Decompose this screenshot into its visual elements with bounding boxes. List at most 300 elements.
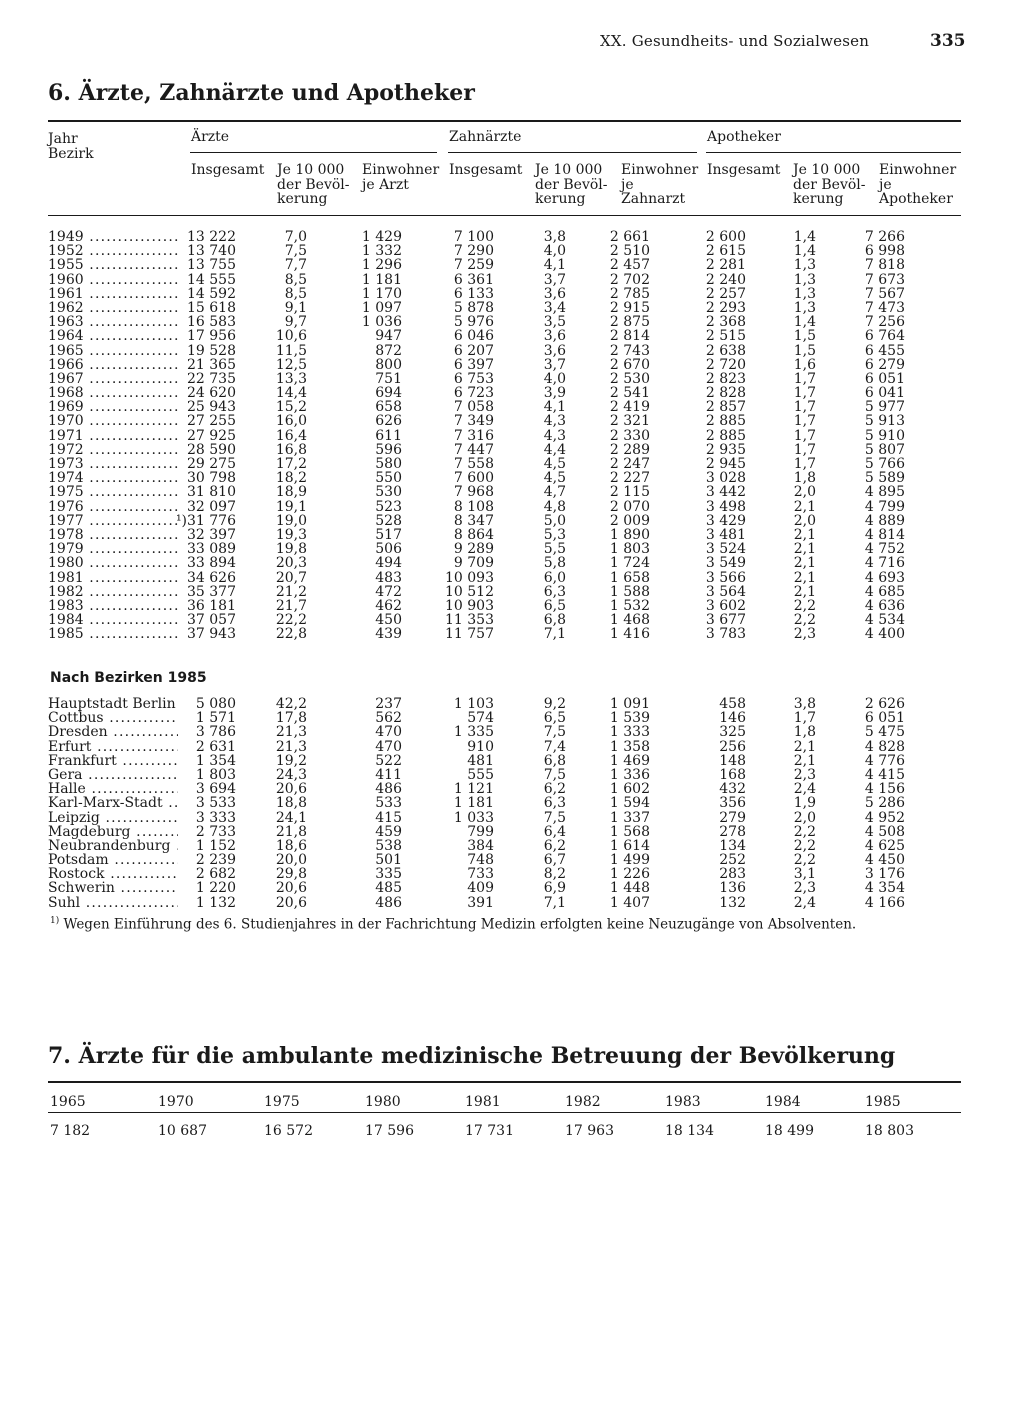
cell-insgesamt-aerzte: 27 925 <box>187 427 236 444</box>
cell-je10000-zahn: 4,0 <box>543 370 566 387</box>
cell-insgesamt-apo: 2 240 <box>705 271 746 288</box>
year-label: 1981 ..... <box>48 571 178 585</box>
cell-einwohner-apo: 4 508 <box>864 823 905 840</box>
cell-je10000-apo: 1,3 <box>793 285 816 302</box>
cell-insgesamt-apo: 132 <box>719 894 746 911</box>
year-label: 1977 ..... <box>48 514 178 528</box>
cell-insgesamt-zahn: 574 <box>467 710 494 727</box>
cell-einwohner-aerzte: 459 <box>375 823 402 840</box>
cell-insgesamt-apo: 2 885 <box>705 413 746 430</box>
cell-insgesamt-zahn: 8 108 <box>453 498 494 515</box>
cell-insgesamt-aerzte: 13 755 <box>187 257 236 274</box>
cell-insgesamt-zahn: 6 723 <box>453 385 494 402</box>
cell-einwohner-apo: 6 998 <box>864 243 905 260</box>
cell-einwohner-zahn: 1 336 <box>609 766 650 783</box>
cell-einwohner-aerzte: 335 <box>375 866 402 883</box>
cell-insgesamt-zahn: 10 903 <box>445 597 494 614</box>
cell-insgesamt-zahn: 391 <box>467 894 494 911</box>
running-title: XX. Gesundheits- und Sozialwesen <box>600 32 870 50</box>
cell-insgesamt-zahn: 6 133 <box>453 285 494 302</box>
bezirk-row <box>48 881 961 895</box>
cell-einwohner-apo: 2 626 <box>864 696 905 712</box>
cell-einwohner-zahn: 1 333 <box>609 724 650 741</box>
year-label: 1961 ..... <box>48 287 178 301</box>
bezirk-row <box>48 740 961 754</box>
cell-einwohner-aerzte: 237 <box>375 696 402 712</box>
year-row <box>48 315 961 329</box>
table6-bezirke-body <box>48 697 961 910</box>
cell-insgesamt-aerzte: 1 220 <box>195 880 236 897</box>
year-row <box>48 443 961 457</box>
year-label: 1983 ..... <box>48 599 178 613</box>
cell-je10000-aerzte: 22,8 <box>275 626 307 643</box>
cell-je10000-aerzte: 7,0 <box>284 229 307 245</box>
cell-insgesamt-aerzte: 17 956 <box>187 328 236 345</box>
cell-einwohner-zahn: 2 785 <box>609 285 650 302</box>
table7-year: 1984 <box>765 1094 801 1110</box>
cell-einwohner-aerzte: 1 170 <box>361 285 402 302</box>
cell-einwohner-zahn: 2 070 <box>609 498 650 515</box>
cell-je10000-aerzte: 8,5 <box>284 285 307 302</box>
cell-einwohner-aerzte: 626 <box>375 413 402 430</box>
cell-einwohner-zahn: 2 330 <box>609 427 650 444</box>
bezirk-label: Schwerin ..... <box>48 881 178 895</box>
cell-insgesamt-aerzte: 1 354 <box>195 752 236 769</box>
cell-einwohner-zahn: 2 247 <box>609 456 650 472</box>
cell-einwohner-zahn: 1 724 <box>609 555 650 572</box>
cell-einwohner-aerzte: 485 <box>375 880 402 897</box>
cell-einwohner-aerzte: 550 <box>375 470 402 487</box>
cell-je10000-apo: 1,7 <box>793 385 816 402</box>
year-row <box>48 414 961 428</box>
cell-einwohner-aerzte: 411 <box>375 766 402 783</box>
cell-je10000-aerzte: 16,0 <box>275 413 307 430</box>
cell-je10000-aerzte: 22,2 <box>275 612 307 629</box>
cell-einwohner-aerzte: 486 <box>375 894 402 911</box>
year-row <box>48 613 961 627</box>
cell-je10000-apo: 1,7 <box>793 456 816 472</box>
cell-je10000-apo: 2,1 <box>793 498 816 515</box>
cell-insgesamt-zahn: 7 100 <box>453 229 494 245</box>
cell-je10000-apo: 2,0 <box>793 512 816 529</box>
cell-einwohner-zahn: 2 115 <box>609 484 650 501</box>
cell-einwohner-zahn: 2 875 <box>609 314 650 331</box>
cell-insgesamt-apo: 3 602 <box>705 597 746 614</box>
cell-einwohner-aerzte: 517 <box>375 526 402 543</box>
cell-insgesamt-apo: 278 <box>719 823 746 840</box>
year-row <box>48 542 961 556</box>
cell-einwohner-apo: 4 415 <box>864 766 905 783</box>
cell-einwohner-aerzte: 483 <box>375 569 402 586</box>
cell-insgesamt-apo: 458 <box>719 696 746 712</box>
cell-insgesamt-zahn: 9 709 <box>453 555 494 572</box>
cell-je10000-aerzte: 16,8 <box>275 441 307 458</box>
cell-je10000-aerzte: 24,3 <box>275 766 307 783</box>
cell-je10000-zahn: 5,5 <box>543 541 566 558</box>
cell-je10000-apo: 1,4 <box>793 229 816 245</box>
cell-je10000-aerzte: 9,1 <box>284 299 307 316</box>
group-header-zahnaerzte: Zahnärzte <box>449 129 522 145</box>
cell-insgesamt-apo: 3 564 <box>705 583 746 600</box>
cell-insgesamt-aerzte: 36 181 <box>187 597 236 614</box>
cell-je10000-aerzte: 9,7 <box>284 314 307 331</box>
cell-insgesamt-zahn: 7 968 <box>453 484 494 501</box>
cell-je10000-zahn: 6,9 <box>543 880 566 897</box>
bezirk-label: Karl-Marx-Stadt ..... <box>48 796 178 810</box>
bezirk-label: Halle ..... <box>48 782 178 796</box>
cell-einwohner-aerzte: 800 <box>375 356 402 373</box>
cell-insgesamt-zahn: 7 290 <box>453 243 494 260</box>
cell-einwohner-zahn: 1 416 <box>609 626 650 643</box>
cell-einwohner-aerzte: 562 <box>375 710 402 727</box>
cell-insgesamt-aerzte: 29 275 <box>187 456 236 472</box>
cell-je10000-apo: 2,1 <box>793 569 816 586</box>
cell-je10000-aerzte: 8,5 <box>284 271 307 288</box>
cell-je10000-apo: 2,2 <box>793 597 816 614</box>
table7-top-rule <box>48 1081 961 1083</box>
year-label: 1960 ..... <box>48 273 178 287</box>
cell-einwohner-zahn: 2 661 <box>609 229 650 245</box>
cell-je10000-apo: 1,4 <box>793 314 816 331</box>
cell-insgesamt-zahn: 6 361 <box>453 271 494 288</box>
cell-insgesamt-zahn: 748 <box>467 852 494 869</box>
cell-je10000-zahn: 3,9 <box>543 385 566 402</box>
cell-einwohner-aerzte: 1 036 <box>361 314 402 331</box>
cell-je10000-aerzte: 18,2 <box>275 470 307 487</box>
cell-insgesamt-aerzte: 33 894 <box>187 555 236 572</box>
bezirk-label: Suhl ..... <box>48 896 178 910</box>
group-header-aerzte: Ärzte <box>191 129 230 145</box>
year-label: 1974 ..... <box>48 471 178 485</box>
cell-je10000-zahn: 4,3 <box>543 427 566 444</box>
cell-einwohner-aerzte: 506 <box>375 541 402 558</box>
cell-je10000-apo: 1,7 <box>793 441 816 458</box>
cell-insgesamt-aerzte: 1 571 <box>195 710 236 727</box>
cell-insgesamt-aerzte: 34 626 <box>187 569 236 586</box>
cell-insgesamt-apo: 3 549 <box>705 555 746 572</box>
cell-je10000-zahn: 9,2 <box>543 696 566 712</box>
year-row <box>48 258 961 272</box>
cell-einwohner-zahn: 2 814 <box>609 328 650 345</box>
cell-insgesamt-zahn: 6 397 <box>453 356 494 373</box>
cell-je10000-aerzte: 20,3 <box>275 555 307 572</box>
cell-insgesamt-zahn: 10 512 <box>445 583 494 600</box>
table7-mid-rule <box>48 1112 961 1113</box>
year-row <box>48 571 961 585</box>
cell-je10000-aerzte: 14,4 <box>275 385 307 402</box>
cell-je10000-apo: 2,1 <box>793 555 816 572</box>
year-label: 1964 ..... <box>48 329 178 343</box>
cell-insgesamt-zahn: 5 976 <box>453 314 494 331</box>
cell-je10000-zahn: 7,4 <box>543 738 566 755</box>
cell-insgesamt-apo: 3 566 <box>705 569 746 586</box>
year-row <box>48 528 961 542</box>
cell-je10000-apo: 3,8 <box>793 696 816 712</box>
cell-je10000-zahn: 7,5 <box>543 766 566 783</box>
group-rule-apotheker <box>706 152 961 153</box>
bezirk-label: Magdeburg ..... <box>48 825 178 839</box>
group-header-apotheker: Apotheker <box>707 129 781 145</box>
bezirk-row <box>48 867 961 881</box>
cell-insgesamt-zahn: 7 600 <box>453 470 494 487</box>
cell-insgesamt-zahn: 7 558 <box>453 456 494 472</box>
cell-einwohner-apo: 6 279 <box>864 356 905 373</box>
cell-je10000-apo: 2,2 <box>793 823 816 840</box>
cell-einwohner-aerzte: 522 <box>375 752 402 769</box>
cell-je10000-zahn: 5,0 <box>543 512 566 529</box>
cell-einwohner-zahn: 1 468 <box>609 612 650 629</box>
cell-je10000-zahn: 3,6 <box>543 342 566 359</box>
cell-insgesamt-zahn: 7 447 <box>453 441 494 458</box>
cell-insgesamt-aerzte: 13 740 <box>187 243 236 260</box>
cell-einwohner-apo: 4 156 <box>864 781 905 798</box>
page-number: 335 <box>930 31 966 51</box>
cell-einwohner-apo: 7 473 <box>864 299 905 316</box>
cell-insgesamt-apo: 3 429 <box>705 512 746 529</box>
cell-insgesamt-zahn: 8 347 <box>453 512 494 529</box>
subheader-aerzte-je10000: Je 10 000 der Bevöl- kerung <box>277 162 350 207</box>
cell-je10000-aerzte: 19,0 <box>275 512 307 529</box>
cell-einwohner-zahn: 1 407 <box>609 894 650 911</box>
cell-einwohner-aerzte: 415 <box>375 809 402 826</box>
bezirk-label: Dresden ..... <box>48 725 178 739</box>
cell-je10000-zahn: 6,3 <box>543 795 566 812</box>
cell-insgesamt-apo: 168 <box>719 766 746 783</box>
table7-value: 17 963 <box>565 1123 614 1139</box>
cell-insgesamt-aerzte: ¹)31 776 <box>175 512 236 529</box>
cell-einwohner-zahn: 2 227 <box>609 470 650 487</box>
cell-einwohner-zahn: 1 658 <box>609 569 650 586</box>
cell-einwohner-apo: 4 752 <box>864 541 905 558</box>
table7-value: 7 182 <box>50 1123 91 1139</box>
cell-insgesamt-apo: 252 <box>719 852 746 869</box>
cell-einwohner-aerzte: 1 429 <box>361 229 402 245</box>
cell-insgesamt-zahn: 1 103 <box>453 696 494 712</box>
cell-insgesamt-apo: 432 <box>719 781 746 798</box>
cell-je10000-zahn: 3,6 <box>543 328 566 345</box>
cell-je10000-aerzte: 42,2 <box>275 696 307 712</box>
cell-je10000-zahn: 6,2 <box>543 781 566 798</box>
cell-einwohner-apo: 4 799 <box>864 498 905 515</box>
cell-einwohner-zahn: 2 915 <box>609 299 650 316</box>
cell-je10000-apo: 1,3 <box>793 299 816 316</box>
cell-insgesamt-aerzte: 3 694 <box>195 781 236 798</box>
year-label: 1965 ..... <box>48 344 178 358</box>
bezirk-label: Frankfurt ..... <box>48 754 178 768</box>
cell-insgesamt-aerzte: 22 735 <box>187 370 236 387</box>
cell-einwohner-zahn: 1 091 <box>609 696 650 712</box>
cell-einwohner-apo: 5 977 <box>864 399 905 416</box>
cell-insgesamt-zahn: 11 757 <box>445 626 494 643</box>
subheader-zahn-einwohner: Einwohner je Zahnarzt <box>621 162 699 207</box>
cell-je10000-aerzte: 11,5 <box>275 342 307 359</box>
cell-insgesamt-apo: 2 828 <box>705 385 746 402</box>
year-row <box>48 344 961 358</box>
cell-je10000-zahn: 4,8 <box>543 498 566 515</box>
cell-einwohner-aerzte: 462 <box>375 597 402 614</box>
cell-insgesamt-aerzte: 37 943 <box>187 626 236 643</box>
cell-einwohner-aerzte: 596 <box>375 441 402 458</box>
cell-je10000-apo: 1,7 <box>793 399 816 416</box>
cell-einwohner-apo: 6 051 <box>864 370 905 387</box>
cell-einwohner-apo: 4 166 <box>864 894 905 911</box>
cell-einwohner-apo: 4 693 <box>864 569 905 586</box>
cell-insgesamt-zahn: 384 <box>467 837 494 854</box>
cell-insgesamt-apo: 2 615 <box>705 243 746 260</box>
cell-je10000-aerzte: 7,7 <box>284 257 307 274</box>
year-label: 1982 ..... <box>48 585 178 599</box>
cell-je10000-apo: 3,1 <box>793 866 816 883</box>
cell-insgesamt-aerzte: 37 057 <box>187 612 236 629</box>
cell-je10000-apo: 1,7 <box>793 370 816 387</box>
cell-je10000-zahn: 6,3 <box>543 583 566 600</box>
cell-einwohner-aerzte: 580 <box>375 456 402 472</box>
cell-insgesamt-apo: 325 <box>719 724 746 741</box>
year-label: 1955 ..... <box>48 258 178 272</box>
bezirk-row <box>48 896 961 910</box>
cell-insgesamt-aerzte: 16 583 <box>187 314 236 331</box>
cell-einwohner-aerzte: 1 097 <box>361 299 402 316</box>
cell-einwohner-aerzte: 658 <box>375 399 402 416</box>
cell-einwohner-apo: 4 636 <box>864 597 905 614</box>
bezirk-row <box>48 811 961 825</box>
cell-insgesamt-apo: 146 <box>719 710 746 727</box>
year-row <box>48 301 961 315</box>
cell-je10000-aerzte: 20,7 <box>275 569 307 586</box>
cell-insgesamt-aerzte: 32 097 <box>187 498 236 515</box>
cell-je10000-aerzte: 24,1 <box>275 809 307 826</box>
cell-einwohner-apo: 4 776 <box>864 752 905 769</box>
bezirk-row <box>48 853 961 867</box>
cell-insgesamt-zahn: 11 353 <box>445 612 494 629</box>
cell-insgesamt-zahn: 7 349 <box>453 413 494 430</box>
cell-je10000-apo: 1,8 <box>793 724 816 741</box>
cell-insgesamt-aerzte: 35 377 <box>187 583 236 600</box>
cell-je10000-apo: 1,7 <box>793 427 816 444</box>
cell-einwohner-zahn: 2 009 <box>609 512 650 529</box>
year-label: 1984 ..... <box>48 613 178 627</box>
cell-einwohner-apo: 4 354 <box>864 880 905 897</box>
cell-je10000-aerzte: 21,3 <box>275 738 307 755</box>
table6-title: 6. Ärzte, Zahnärzte und Apotheker <box>48 80 475 106</box>
year-label: 1969 ..... <box>48 400 178 414</box>
cell-je10000-zahn: 6,5 <box>543 710 566 727</box>
cell-insgesamt-aerzte: 3 533 <box>195 795 236 812</box>
cell-insgesamt-zahn: 910 <box>467 738 494 755</box>
year-row <box>48 429 961 443</box>
bezirk-row <box>48 768 961 782</box>
cell-insgesamt-apo: 356 <box>719 795 746 812</box>
cell-einwohner-apo: 5 475 <box>864 724 905 741</box>
cell-insgesamt-apo: 2 823 <box>705 370 746 387</box>
cell-je10000-aerzte: 21,2 <box>275 583 307 600</box>
cell-insgesamt-zahn: 5 878 <box>453 299 494 316</box>
cell-insgesamt-zahn: 8 864 <box>453 526 494 543</box>
cell-insgesamt-apo: 2 945 <box>705 456 746 472</box>
cell-einwohner-aerzte: 470 <box>375 738 402 755</box>
cell-je10000-apo: 2,3 <box>793 626 816 643</box>
bezirk-row <box>48 782 961 796</box>
cell-einwohner-apo: 4 952 <box>864 809 905 826</box>
cell-je10000-apo: 2,0 <box>793 809 816 826</box>
cell-einwohner-zahn: 1 358 <box>609 738 650 755</box>
cell-je10000-apo: 1,7 <box>793 413 816 430</box>
cell-je10000-zahn: 7,1 <box>543 894 566 911</box>
cell-je10000-zahn: 4,0 <box>543 243 566 260</box>
cell-insgesamt-apo: 3 498 <box>705 498 746 515</box>
cell-insgesamt-zahn: 1 181 <box>453 795 494 812</box>
cell-je10000-zahn: 6,0 <box>543 569 566 586</box>
year-label: 1966 ..... <box>48 358 178 372</box>
cell-insgesamt-aerzte: 30 798 <box>187 470 236 487</box>
cell-einwohner-aerzte: 530 <box>375 484 402 501</box>
cell-insgesamt-aerzte: 24 620 <box>187 385 236 402</box>
cell-je10000-aerzte: 18,6 <box>275 837 307 854</box>
cell-je10000-apo: 1,8 <box>793 470 816 487</box>
cell-je10000-aerzte: 21,7 <box>275 597 307 614</box>
cell-einwohner-aerzte: 528 <box>375 512 402 529</box>
table7-value: 10 687 <box>158 1123 207 1139</box>
year-row <box>48 556 961 570</box>
cell-einwohner-apo: 3 176 <box>864 866 905 883</box>
bezirk-row <box>48 754 961 768</box>
cell-je10000-aerzte: 19,1 <box>275 498 307 515</box>
cell-je10000-apo: 1,5 <box>793 342 816 359</box>
cell-einwohner-aerzte: 872 <box>375 342 402 359</box>
cell-einwohner-zahn: 2 419 <box>609 399 650 416</box>
cell-insgesamt-aerzte: 21 365 <box>187 356 236 373</box>
cell-je10000-apo: 2,0 <box>793 484 816 501</box>
cell-insgesamt-aerzte: 2 239 <box>195 852 236 869</box>
cell-einwohner-aerzte: 494 <box>375 555 402 572</box>
cell-je10000-zahn: 4,7 <box>543 484 566 501</box>
cell-je10000-aerzte: 18,9 <box>275 484 307 501</box>
cell-je10000-aerzte: 20,6 <box>275 781 307 798</box>
cell-je10000-aerzte: 17,2 <box>275 456 307 472</box>
cell-insgesamt-apo: 2 885 <box>705 427 746 444</box>
cell-insgesamt-apo: 3 028 <box>705 470 746 487</box>
cell-insgesamt-zahn: 10 093 <box>445 569 494 586</box>
cell-einwohner-apo: 7 256 <box>864 314 905 331</box>
table7-year: 1965 <box>50 1094 86 1110</box>
year-row <box>48 244 961 258</box>
bezirk-row <box>48 839 961 853</box>
year-row <box>48 514 961 528</box>
cell-je10000-zahn: 6,4 <box>543 823 566 840</box>
cell-insgesamt-zahn: 1 121 <box>453 781 494 798</box>
cell-einwohner-zahn: 2 321 <box>609 413 650 430</box>
cell-insgesamt-zahn: 7 316 <box>453 427 494 444</box>
cell-einwohner-apo: 7 818 <box>864 257 905 274</box>
cell-je10000-zahn: 7,5 <box>543 809 566 826</box>
table7-value: 17 596 <box>365 1123 414 1139</box>
cell-einwohner-zahn: 1 890 <box>609 526 650 543</box>
cell-einwohner-aerzte: 501 <box>375 852 402 869</box>
cell-einwohner-aerzte: 439 <box>375 626 402 643</box>
year-row <box>48 500 961 514</box>
group-rule-zahnaerzte <box>448 152 697 153</box>
cell-je10000-zahn: 7,5 <box>543 724 566 741</box>
cell-je10000-zahn: 3,6 <box>543 285 566 302</box>
cell-einwohner-apo: 6 455 <box>864 342 905 359</box>
bezirk-row <box>48 796 961 810</box>
bezirk-row <box>48 697 961 711</box>
cell-einwohner-zahn: 1 614 <box>609 837 650 854</box>
bezirk-label: Potsdam ..... <box>48 853 178 867</box>
cell-einwohner-aerzte: 1 332 <box>361 243 402 260</box>
bezirk-label: Neubrandenburg ..... <box>48 839 178 853</box>
table7-year: 1980 <box>365 1094 401 1110</box>
